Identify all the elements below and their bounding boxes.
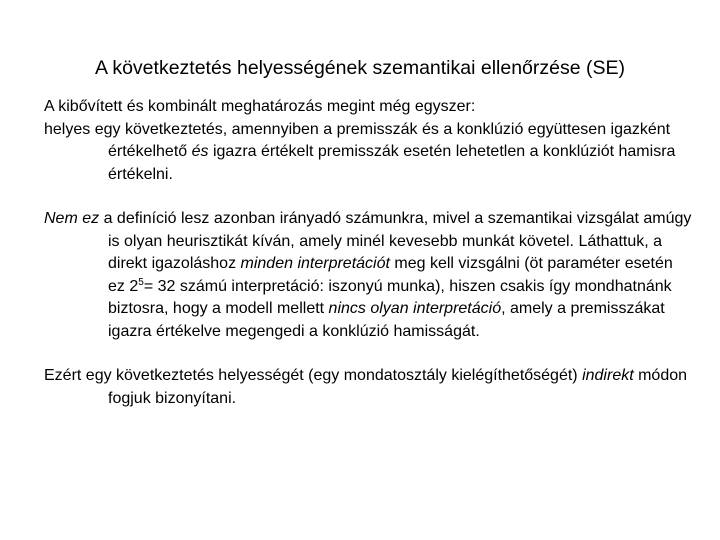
heuristic-emphasis-nem-ez: Nem ez	[44, 210, 100, 227]
slide-body	[44, 96, 694, 410]
heuristic-text-1: a definíció lesz azonban irányadó számunkra, mivel a szemantikai vizsgálat amúgy is olyan heurisztikát kíván, amely minél kevesebb munkát követel. Láthattuk, a direkt igazoláshoz	[99, 210, 692, 272]
heuristic-paragraph	[44, 208, 694, 343]
heuristic-emphasis-minden: minden interpretációt	[240, 255, 390, 272]
definition-emphasis-es: és	[191, 143, 209, 160]
conclusion-paragraph	[44, 365, 694, 410]
heuristic-text-3: = 32 számú interpretáció: iszonyú munka), hiszen csakis így mondhatnánk biztosra, hogy a modell mellett	[108, 277, 672, 317]
definition-text-2: igazra értékelt premisszák esetén lehetetlen a konklúziót hamisra értékelni.	[108, 143, 676, 183]
conclusion-text-2: módon fogjuk bizonyítani.	[108, 367, 688, 407]
heuristic-text-4: , amely a premisszákat igazra értékelve megengedi a konklúzió hamisságát.	[108, 300, 665, 340]
conclusion-text-1: Ezért egy következtetés helyességét (egy mondatosztály kielégíthetőségét)	[44, 367, 583, 384]
slide-title: A következtetés helyességének szemantikai ellenőrzése (SE)	[94, 57, 626, 79]
conclusion-emphasis-indirekt: indirekt	[582, 367, 634, 384]
heuristic-text-2: meg kell vizsgálni (öt paraméter esetén ez 2	[108, 255, 673, 295]
exponent: 5	[138, 276, 144, 288]
heuristic-emphasis-nincs: nincs olyan interpretáció	[328, 300, 502, 317]
definition-paragraph	[44, 119, 694, 187]
definition-text-1: helyes egy következtetés, amennyiben a premisszák és a konklúzió együttesen igazként értékelhető	[44, 120, 671, 160]
intro-line: A kibővített és kombinált meghatározás megint még egyszer:	[44, 98, 476, 115]
